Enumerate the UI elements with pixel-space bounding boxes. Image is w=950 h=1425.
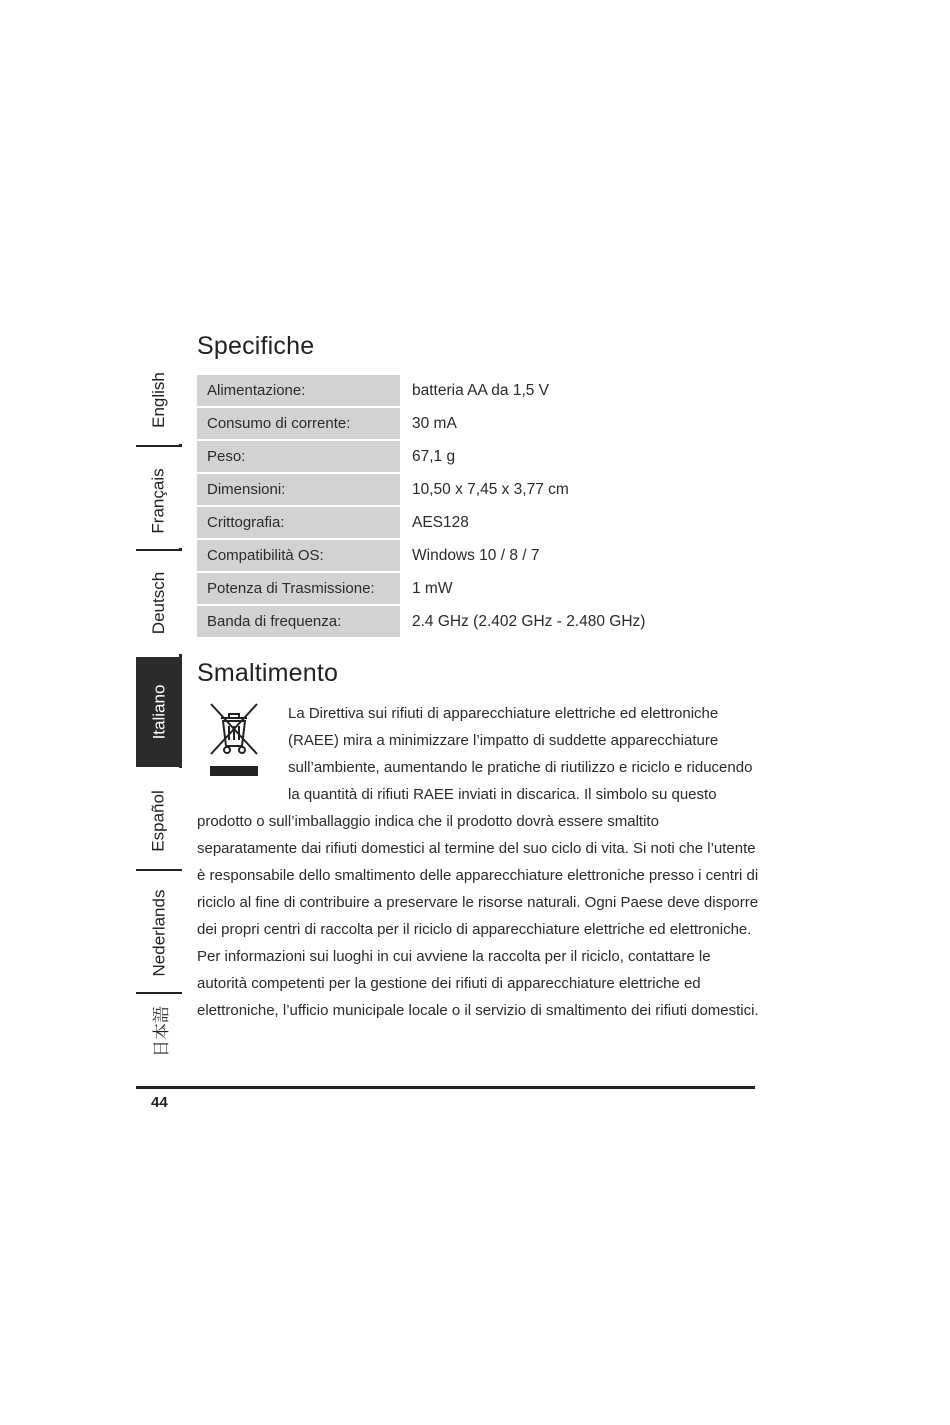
footer-rule: [136, 1086, 755, 1089]
spec-row: [197, 375, 762, 406]
spec-value: batteria AA da 1,5 V: [412, 381, 550, 399]
tab-divider: [136, 549, 182, 551]
spec-value: 30 mA: [412, 414, 457, 432]
spec-row: [197, 573, 762, 604]
disposal-body: [197, 700, 762, 1024]
language-tabs: [136, 355, 182, 1065]
lang-tab-japanese[interactable]: [136, 997, 182, 1065]
lang-tab-italiano[interactable]: [136, 657, 182, 767]
lang-tab-label: Español: [149, 790, 168, 852]
lang-tab-nederlands[interactable]: [136, 873, 182, 993]
tab-divider: [136, 869, 182, 871]
spec-label: Consumo di corrente:: [197, 408, 400, 439]
spec-label: Peso:: [197, 441, 400, 472]
spec-label: Banda di frequenza:: [197, 606, 400, 637]
page-number: 44: [151, 1094, 168, 1111]
lang-tab-francais[interactable]: [136, 451, 182, 551]
spec-row: [197, 441, 762, 472]
lang-tab-english[interactable]: [136, 355, 182, 445]
tab-divider: [136, 992, 182, 994]
specs-title: Specifiche: [197, 332, 315, 360]
lang-tab-deutsch[interactable]: [136, 553, 182, 653]
spec-row: [197, 474, 762, 505]
spec-row: [197, 507, 762, 538]
spec-label: Compatibilità OS:: [197, 540, 400, 571]
lang-tab-label: Nederlands: [149, 889, 169, 977]
lang-tab-label: English: [149, 372, 169, 428]
spec-value: 2.4 GHz (2.402 GHz - 2.480 GHz): [412, 612, 646, 630]
spec-label: Alimentazione:: [197, 375, 400, 406]
lang-tab-label: Français: [149, 468, 168, 534]
spec-value: 10,50 x 7,45 x 3,77 cm: [412, 480, 569, 498]
lang-tab-label: 日本語: [151, 1005, 171, 1057]
spec-row: [197, 540, 762, 571]
disposal-paragraph: La Direttiva sui rifiuti di apparecchiature elettriche ed elettroniche (RAEE) mira a minimizzare l’impatto di suddette apparecchiature sull’ambiente, aumentando le pratiche di riutilizzo e riciclo e riducendo la quantità di rifiuti RAEE inviati in discarica. Il simbolo su questo prodotto o sull’imballaggio indica che il prodotto dovrà essere smaltito separatamente dai rifiuti domestici al termine del suo ciclo di vita. Si noti che l’utente è responsabile dello smaltimento delle apparecchiature elettroniche presso i centri di riciclo al fine di contribuire a preservare le risorse naturali. Ogni Paese deve disporre dei propri centri di raccolta per il riciclo di apparecchiature elettriche ed elettroniche. Per informazioni sui luoghi in cui avviene la raccolta per il riciclo, contattare le autorità competenti per la gestione dei rifiuti di apparecchiature elettriche ed elettroniche, l’ufficio municipale locale o il servizio di smaltimento dei rifiuti domestici.: [197, 705, 759, 1019]
spec-value: 1 mW: [412, 579, 453, 597]
lang-tab-label: Deutsch: [149, 571, 168, 635]
spec-label: Dimensioni:: [197, 474, 400, 505]
lang-tab-label: Italiano: [149, 684, 169, 740]
lang-tab-espanol[interactable]: [136, 773, 182, 869]
spec-row: [197, 408, 762, 439]
weee-crossed-bin-icon: [207, 700, 261, 780]
disposal-title: Smaltimento: [197, 659, 339, 687]
spec-label: Crittografia:: [197, 507, 400, 538]
spec-row: [197, 606, 762, 637]
spec-value: Windows 10 / 8 / 7: [412, 546, 540, 564]
tab-divider: [136, 445, 182, 447]
spec-table: [197, 375, 762, 639]
spec-value: AES128: [412, 513, 469, 531]
spec-label: Potenza di Trasmissione:: [197, 573, 400, 604]
spec-value: 67,1 g: [412, 447, 456, 465]
